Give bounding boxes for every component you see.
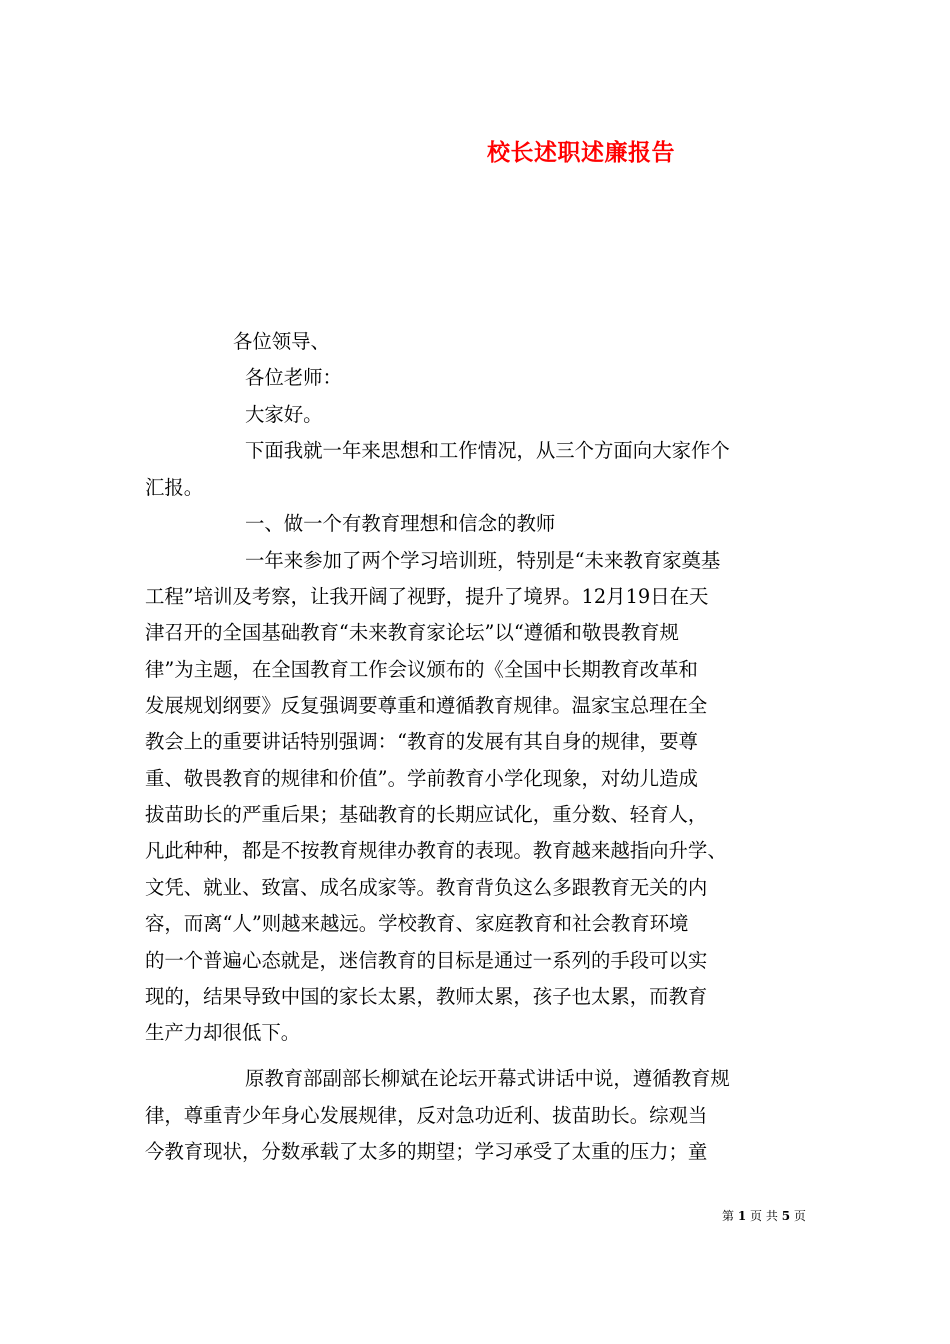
footer-middle: 页 共	[750, 1209, 778, 1223]
paragraph-line: 原教育部副部长柳斌在论坛开幕式讲话中说，遵循教育规	[245, 1067, 730, 1090]
paragraph-line: 下面我就一年来思想和工作情况，从三个方面向大家作个	[245, 439, 730, 462]
paragraph-line: 重、敬畏教育的规律和价值”。学前教育小学化现象，对幼儿造成	[145, 767, 698, 790]
paragraph-line: 凡此种种，都是不按教育规律办教育的表现。教育越来越指向升学、	[145, 839, 727, 862]
greeting-line: 大家好。	[245, 403, 323, 426]
paragraph-line: 汇报。	[145, 476, 204, 499]
paragraph-line: 发展规划纲要》反复强调要尊重和遵循教育规律。温家宝总理在全	[145, 694, 708, 717]
paragraph-line: 生产力却很低下。	[145, 1021, 301, 1044]
paragraph-line: 今教育现状，分数承载了太多的期望；学习承受了太重的压力；童	[145, 1140, 708, 1163]
current-page-number: 1	[737, 1209, 747, 1223]
document-title: 校长述职述廉报告	[487, 139, 675, 166]
paragraph-line: 一年来参加了两个学习培训班，特别是“未来教育家奠基	[245, 549, 721, 572]
paragraph-line: 的一个普遍心态就是，迷信教育的目标是通过一系列的手段可以实	[145, 949, 708, 972]
footer-prefix: 第	[722, 1209, 735, 1223]
paragraph-line: 拔苗助长的严重后果；基础教育的长期应试化，重分数、轻育人，	[145, 803, 708, 826]
paragraph-line: 文凭、就业、致富、成名成家等。教育背负这么多跟教育无关的内	[145, 876, 708, 899]
salutation-line: 各位领导、	[233, 330, 330, 353]
total-page-number: 5	[781, 1209, 791, 1223]
footer-suffix: 页	[793, 1209, 806, 1223]
paragraph-line: 教会上的重要讲话特别强调：“教育的发展有其自身的规律，要尊	[145, 730, 698, 753]
paragraph-line: 现的，结果导致中国的家长太累，教师太累，孩子也太累，而教育	[145, 985, 708, 1008]
paragraph-line: 律，尊重青少年身心发展规律，反对急功近利、拔苗助长。综观当	[145, 1104, 708, 1127]
paragraph-line: 工程”培训及考察，让我开阔了视野，提升了境界。12月19日在天	[145, 585, 709, 608]
paragraph-line: 容，而离“人”则越来越远。学校教育、家庭教育和社会教育环境	[145, 912, 689, 935]
paragraph-line: 津召开的全国基础教育“未来教育家论坛”以“遵循和敬畏教育规	[145, 621, 679, 644]
section-heading: 一、做一个有教育理想和信念的教师	[245, 512, 556, 535]
salutation-line: 各位老师：	[245, 366, 342, 389]
paragraph-line: 律”为主题，在全国教育工作会议颁布的《全国中长期教育改革和	[145, 658, 698, 681]
page-footer	[722, 1207, 806, 1224]
